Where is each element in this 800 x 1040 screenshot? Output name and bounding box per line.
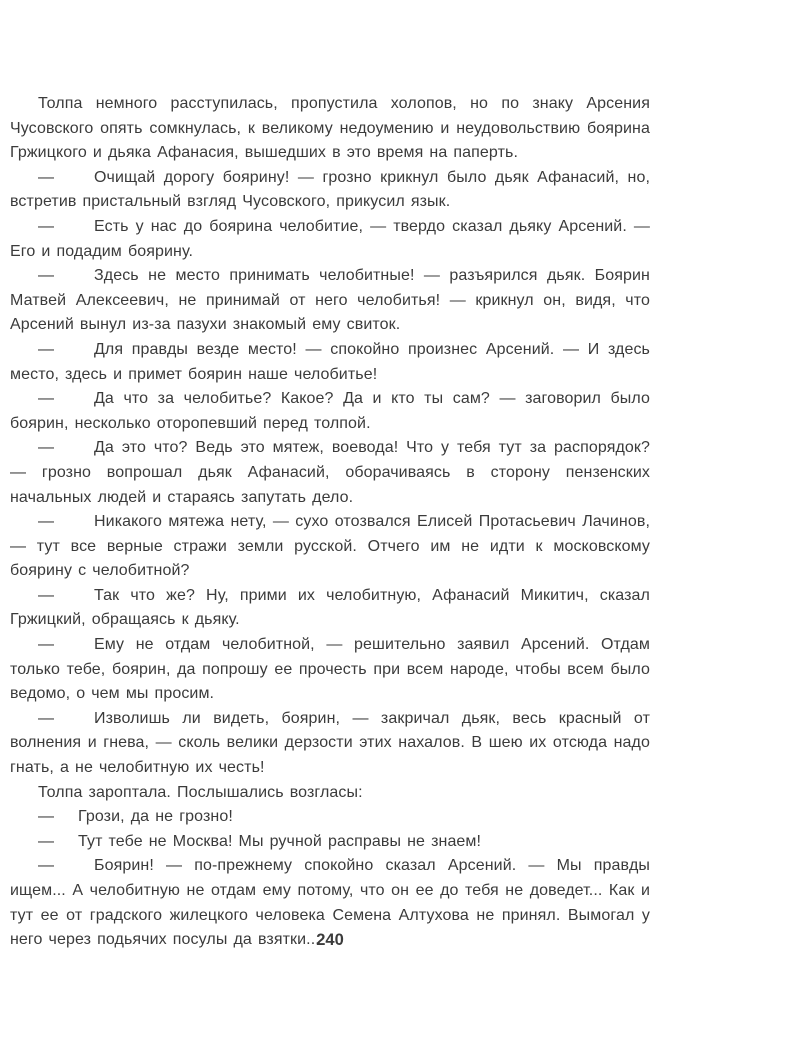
dialogue-text: Есть у нас до боярина челобитие, — твердо сказал дьяку Арсений. — Его и подадим боярину.: [10, 217, 650, 260]
paragraph-dialogue: [10, 805, 650, 830]
paragraph-dialogue: [10, 215, 650, 264]
paragraph-dialogue: [10, 633, 650, 707]
em-dash: —: [38, 168, 55, 186]
em-dash: —: [38, 636, 55, 654]
text-block: [10, 92, 650, 953]
em-dash: —: [38, 439, 55, 457]
em-dash: —: [38, 267, 55, 285]
paragraph-dialogue: [10, 584, 650, 633]
paragraph-dialogue: [10, 510, 650, 584]
dialogue-text: Здесь не место принимать челобитные! — разъярился дьяк. Боярин Матвей Алексеевич, не принимай от него челобитья! — крикнул он, видя, что Арсений вынул из-за пазухи знакомый ему свиток.: [10, 267, 650, 334]
dialogue-text: Ему не отдам челобитной, — решительно заявил Арсений. Отдам только тебе, боярин, да попрошу ее прочесть при всем народе, чтобы всем было ведомо, о чем мы просим.: [10, 636, 650, 703]
paragraph-dialogue: [10, 436, 650, 510]
dialogue-text: Очищай дорогу боярину! — грозно крикнул было дьяк Афанасий, но, встретив пристальный взгляд Чусовского, прикусил язык.: [10, 168, 650, 211]
paragraph-narrative: Толпа зароптала. Послышались возгласы:: [38, 783, 363, 801]
paragraph-dialogue: [10, 338, 650, 387]
dialogue-text: Грози, да не грозно!: [78, 808, 233, 826]
paragraph-dialogue: [10, 166, 650, 215]
em-dash: —: [38, 832, 55, 850]
em-dash: —: [38, 340, 55, 358]
dialogue-text: Тут тебе не Москва! Мы ручной расправы не знаем!: [78, 832, 482, 850]
dialogue-text: Для правды везде место! — спокойно произнес Арсений. — И здесь место, здесь и примет боярин наше челобитье!: [10, 340, 650, 383]
em-dash: —: [38, 586, 55, 604]
dialogue-text: Изволишь ли видеть, боярин, — закричал дьяк, весь красный от волнения и гнева, — сколь велики дерзости этих нахалов. В шею их отсюда надо гнать, а не челобитную их честь!: [10, 709, 650, 777]
dialogue-text: Боярин! — по-прежнему спокойно сказал Арсений. — Мы правды ищем... А челобитную не отдам ему потому, что он ее до тебя не доведет... Как и тут ее от градского жилецкого человека Семена Алтухова не принял. Вымогал у него через подьячих посулы да взятки...: [10, 857, 650, 949]
paragraph-dialogue: [10, 387, 650, 436]
em-dash: —: [38, 513, 55, 531]
dialogue-text: Да это что? Ведь это мятеж, воевода! Что у тебя тут за распорядок? — грозно вопрошал дьяк Афанасий, оборачиваясь в сторону пензенских начальных людей и стараясь запутать дело.: [10, 439, 650, 506]
em-dash: —: [38, 390, 55, 408]
em-dash: —: [38, 808, 55, 826]
dialogue-text: Так что же? Ну, прими их челобитную, Афанасий Микитич, сказал Гржицкий, обращаясь к дьяку.: [10, 586, 650, 629]
paragraph-dialogue: [10, 264, 650, 338]
em-dash: —: [38, 857, 55, 875]
dialogue-text: Да что за челобитье? Какое? Да и кто ты сам? — заговорил было боярин, несколько оторопевший перед толпой.: [10, 390, 650, 432]
paragraph-dialogue: [10, 707, 650, 781]
em-dash: —: [38, 217, 55, 235]
dialogue-text: Никакого мятежа нету, — сухо отозвался Елисей Протасьевич Лачинов, — тут все верные стражи земли русской. Отчего им не идти к московскому боярину с челобитной?: [10, 513, 650, 580]
paragraph-dialogue: [10, 830, 650, 855]
em-dash: —: [38, 709, 55, 727]
page-number: 240: [316, 931, 344, 950]
paragraph-narrative: Толпа немного расступилась, пропустила холопов, но по знаку Арсения Чусовского опять сомкнулась, к великому недоумению и неудовольствию боярина Гржицкого и дьяка Афанасия, вышедших в это время на паперть.: [10, 95, 650, 162]
